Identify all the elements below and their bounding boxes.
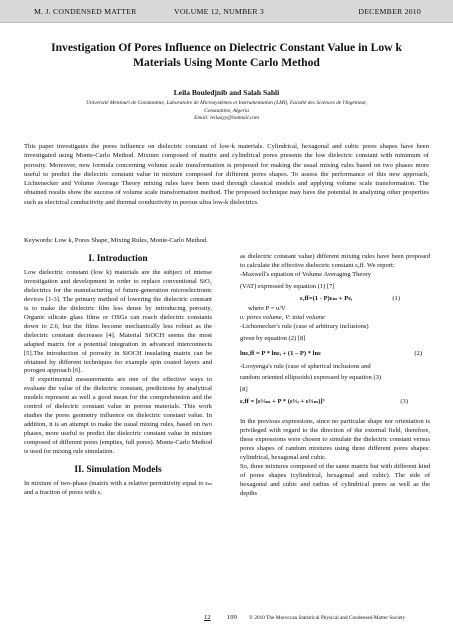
paragraph: In mixture of two-phase (matrix with a relative permittivity equal to εₘ and a fraction of pores with εᵢ	[24, 480, 212, 496]
paragraph: If experimental measurements are one of the effective ways to evaluate the value of the dielectric constant, predictions by analytical models represent as well a good mean for the comprehension and the control of dielectric constant value in porous materials. This work studies the pores geometry influence on dielectric constant value. In addition, it is an attempt to make the usual mixing rules, based on two phases, more useful to predict the dielectric constant value in mixture composed of different pores (empties, full pores). Monte-Carlo Method is used for mixing rule simulation.	[24, 376, 212, 456]
equation-text: εₑff=(1 - P)εₘ + Pεᵢ	[300, 294, 353, 302]
paragraph: In the previous expressions, since no particular shape nor orientation is privileged with regard to the direction of the external field, therefore, these expressions were chosen to simulate the dielectric constant versus pores shapes of random mixtures using three different pores shapes: cylindrical, hexagonal and cubic.	[240, 418, 430, 462]
equation-number: (2)	[414, 349, 422, 357]
journal-name: M. J. CONDENSED MATTER	[34, 7, 137, 16]
author-list: Leila Bouledjnib and Salah Sahli	[173, 88, 280, 97]
page-footer	[0, 614, 453, 640]
running-header	[0, 0, 453, 23]
paragraph: -Lichtenecker's rule (case of arbitrary inclusions)	[240, 322, 369, 330]
equation-where: υ: pores volume, V: total volume	[240, 313, 325, 321]
abstract: This paper investigates the pores influence on dielectric constant of low-k materials. Cylindrical, hexagonal and cubic pores shapes have been investigated using Monte-Carlo Method. Mixture composed of matrix and cylindrical pores presents the low dielectric constant with minimum of porosity. Moreover, new formula concerning volume scale transformation is proposed for making the usual mixing rules based on two phases more useful to predict the dielectric constant value in mixture composed for different pores shapes. To assess the performance of this new approach, Lichtenecker and Volume Average Theory mixing rules have been used through classical models and applying volume scale transformation. The obtained results show the success of volume scale transformation method. The proposed technique may have the potential in analyzing other properties such as electrical conductivity and thermal conductivity in porous ultra low-k dielectrics.	[24, 143, 429, 206]
section-heading-simulation-models: II. Simulation Models	[74, 465, 162, 476]
equation-text: lnεₑff = P * lnεᵢ + (1 – P) * lnε	[240, 349, 321, 357]
equation-number: (3)	[400, 398, 408, 406]
page-link[interactable]: 12	[204, 614, 211, 621]
equation-1	[240, 295, 430, 304]
paragraph: (VAT) expressed by equation (1) [7]	[240, 282, 335, 290]
equation-2	[240, 350, 430, 359]
equation-3	[240, 398, 430, 407]
volume-number: VOLUME 12, NUMBER 3	[174, 7, 264, 16]
left-column	[24, 253, 212, 498]
keywords: Keywords: Low k, Pores Shape, Mixing Rules, Monte-Carlo Method.	[24, 237, 208, 244]
equation-number: (1)	[392, 294, 400, 302]
equation-text: εₑff = [ε⅓ₘ + P * (ε⅓ᵢ + ε⅓ₘ)]³	[240, 398, 325, 406]
paragraph: Low dielectric constant (low k) materials are the subject of intense investigation and development in order to replace conventional SiO₂ dielectrics for the manufacturing of future-generation microelectronic devices [1-3]. The primary method of lowering the dielectric constant is to make the dielectric film less dense by introducing porosity. Organic silicate glass films or OSGs can reach dielectric constants down to 2.6, but the films become mechanically less robust as the dielectric constant decreases [4]. Material SiOCH seems the most adapted matrix for a potential integration in advanced interconnects [5].The introduction of porosity in SiOCH insulating matrix can be obtained by different techniques for example spin coated layers and porogen approach [6].	[24, 269, 212, 375]
section-heading-introduction: I. Introduction	[88, 254, 148, 264]
paragraph: So, three mixtures composed of the same matrix but with different kind of pores shapes (cylindrical, hexagonal and cubic). The side of hexagonal and cubic and radius of cylindrical pores as well as the depths	[240, 463, 430, 497]
affiliation-line: Université Mentouri de Constantine, Laboratoire de Microsystèmes et Instrumentation (LMI), Faculté des Sciences de l'Ingénieur,	[86, 100, 367, 106]
affiliation	[24, 100, 429, 123]
equation-where: where P = υ/V	[248, 304, 286, 312]
author-email: Email: leilaayy@hotmail.com	[194, 115, 259, 122]
paragraph: [8]	[240, 386, 248, 394]
paragraph: given by equation (2) [8]	[240, 334, 306, 342]
paragraph: as dielectric constant value) different mixing rules have been proposed to calculate the effective dielectric constant εₑff. We report:	[240, 253, 430, 269]
paragraph: random oriented ellipsoids) expressed by equation (3)	[240, 374, 382, 382]
paper-title: Investigation Of Pores Influence on Dielectric Constant Value in Low k Materials Using Monte Carlo Method	[51, 41, 402, 69]
copyright-notice: © 2010 The Moroccan Statistical Physical and Condensed Matter Society	[249, 615, 406, 621]
right-column	[240, 253, 430, 499]
page-number: 199	[227, 614, 237, 621]
paragraph: -Looyenga's rule (case of spherical inclusions and	[240, 362, 371, 370]
paragraph: -Maxwell's equation of Volume Averaging Theory	[240, 270, 372, 278]
affiliation-line: Constantine, Algeria	[204, 107, 249, 114]
issue-date: DECEMBER 2010	[358, 7, 421, 16]
